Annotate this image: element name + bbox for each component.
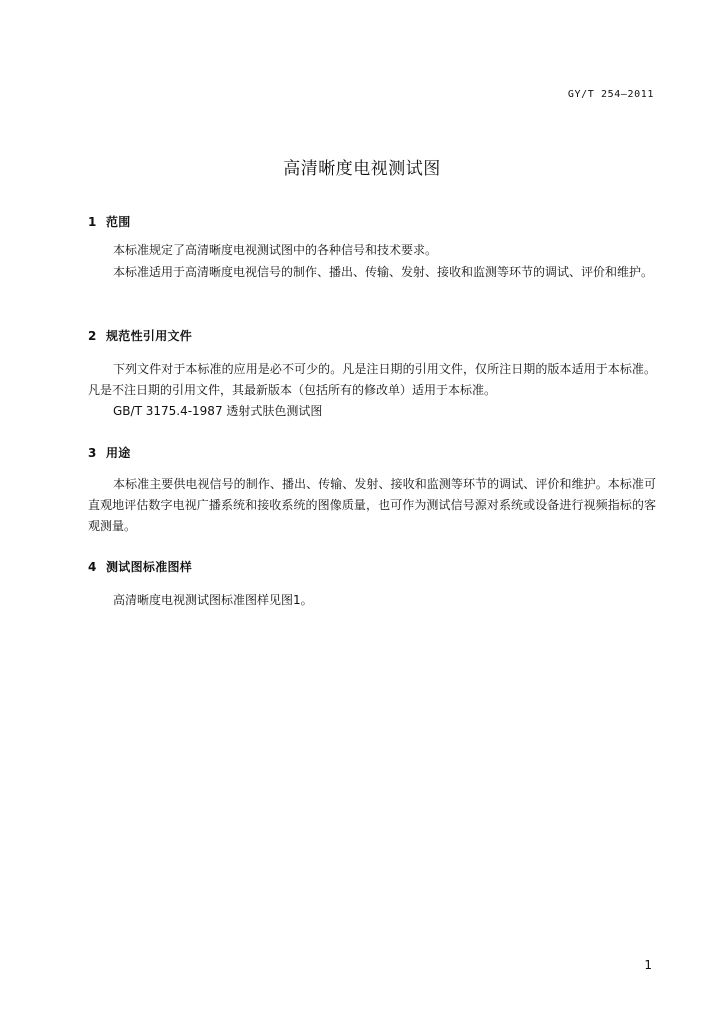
section-number: 2 — [88, 329, 97, 343]
document-title: 高清晰度电视测试图 — [283, 159, 441, 179]
section-number: 3 — [88, 446, 97, 460]
section-number: 1 — [88, 215, 97, 229]
page-number: 1 — [644, 958, 652, 972]
section-2-heading — [88, 327, 192, 344]
section-title: 范围 — [106, 215, 131, 229]
section-2-reference: GB/T 3175.4-1987 透射式肤色测试图 — [113, 404, 323, 418]
section-4-heading — [88, 558, 192, 575]
section-3-paragraph-1: 本标准主要供电视信号的制作、播出、传输、发射、接收和监测等环节的调试、评价和维护。本标准可直观地评估数字电视广播系统和接收系统的图像质量，也可作为测试信号源对系统或设备进行视频指标的客观测量。 — [88, 477, 656, 533]
section-1-heading — [88, 213, 131, 230]
section-4-paragraph-1: 高清晰度电视测试图标准图样见图1。 — [113, 593, 313, 607]
section-3-heading — [88, 444, 131, 461]
standard-code: GY/T 254—2011 — [567, 89, 654, 100]
section-title: 规范性引用文件 — [106, 329, 193, 343]
section-title: 测试图标准图样 — [106, 560, 193, 574]
section-2-paragraph-1: 下列文件对于本标准的应用是必不可少的。凡是注日期的引用文件，仅所注日期的版本适用于本标准。凡是不注日期的引用文件，其最新版本（包括所有的修改单）适用于本标准。 — [88, 362, 656, 397]
section-number: 4 — [88, 560, 97, 574]
section-1-paragraph-1: 本标准规定了高清晰度电视测试图中的各种信号和技术要求。 — [113, 243, 438, 257]
section-1-paragraph-2: 本标准适用于高清晰度电视信号的制作、播出、传输、发射、接收和监测等环节的调试、评价和维护。 — [113, 265, 654, 279]
section-title: 用途 — [106, 446, 131, 460]
